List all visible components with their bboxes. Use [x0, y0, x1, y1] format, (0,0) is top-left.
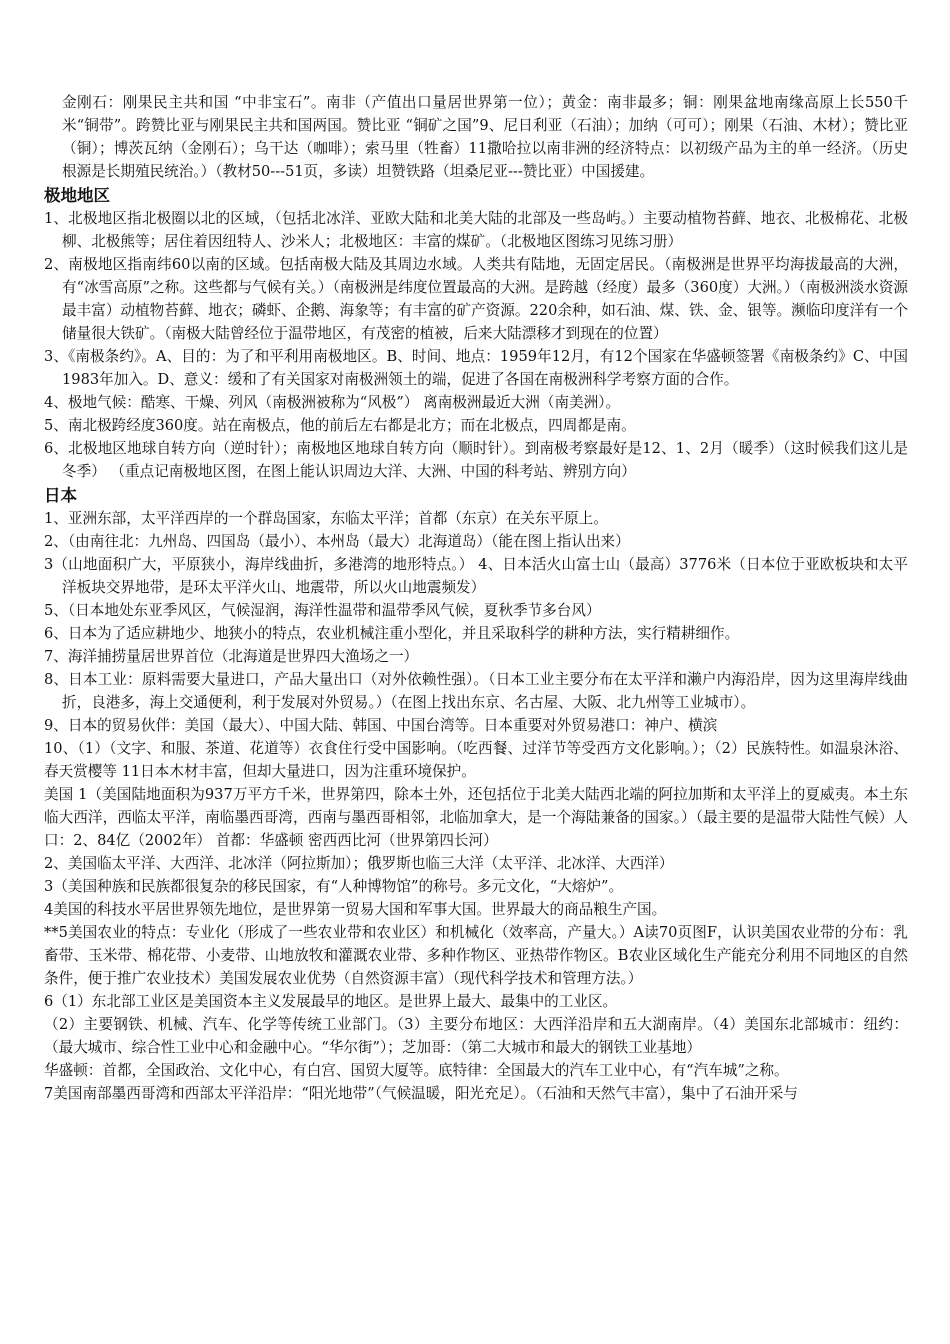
japan-culture-paragraph: 10、（1）（文字、和服、茶道、花道等）衣食住行受中国影响。（吃西餐、过洋节等受西方文化影响。）；（2）民族特性。如温泉沐浴、春天赏樱等 11日本木材丰富，但却大量进口，因为注重环境保护。	[44, 740, 908, 780]
polar-item-5: 5、南北极跨经度360度。站在南极点，他的前后左右都是北方；而在北极点，四周都是南。	[44, 417, 636, 434]
section-heading-japan: 日本	[44, 486, 77, 505]
document-body	[44, 91, 908, 1105]
usa-paragraph-7: （2）主要钢铁、机械、汽车、化学等传统工业部门。（3）主要分布地区：大西洋沿岸和五大湖南岸。（4）美国东北部城市：纽约：（最大城市、综合性工业中心和金融中心。“华尔街”）；芝加哥：（第二大城市和最大的钢铁工业基地）	[44, 1016, 908, 1056]
japan-item-6: 6、日本为了适应耕地少、地狭小的特点，农业机械注重小型化，并且采取科学的耕种方法，实行精耕细作。	[44, 625, 740, 642]
japan-item-7: 7、海洋捕捞量居世界首位（北海道是世界四大渔场之一）	[44, 648, 419, 665]
usa-paragraph-3: 3（美国种族和民族都很复杂的移民国家，有“人种博物馆”的称号。多元文化，“大熔炉”。	[44, 878, 624, 895]
usa-paragraph-9: 7美国南部墨西哥湾和西部太平洋沿岸：“阳光地带”（气候温暖，阳光充足）。（石油和天然气丰富），集中了石油开采与	[44, 1085, 798, 1102]
usa-paragraph-1: 美国 1（美国陆地面积为937万平方千米，世界第四，除本土外，还包括位于北美大陆西北端的阿拉加斯和太平洋上的夏威夷。本土东临大西洋，西临太平洋，南临墨西哥湾，西南与墨西哥相邻，北临加拿大，是一个海陆兼备的国家。）（最主要的是温带大陆性气候）人口：2、84亿（2002年） 首都：华盛顿 密西西比河（世界第四长河）	[44, 786, 908, 849]
polar-item-2: 2、南极地区指南纬60以南的区域。包括南极大陆及其周边水域。人类共有陆地，无固定居民。（南极洲是世界平均海拔最高的大洲，有“冰雪高原”之称。这些都与气候有关。）（南极洲是纬度位置最高的大洲。是跨越（经度）最多（360度）大洲。）（南极洲淡水资源最丰富）动植物苔藓、地衣；磷虾、企鹅、海象等；有丰富的矿产资源。220余种，如石油、煤、铁、金、银等。濒临印度洋有一个储量很大铁矿。（南极大陆曾经位于温带地区，有茂密的植被，后来大陆漂移才到现在的位置）	[44, 256, 908, 342]
polar-item-4: 4、极地气候：酷寒、干燥、列风（南极洲被称为“风极”） 离南极洲最近大洲（南美洲）。	[44, 394, 621, 411]
japan-item-5: 5、（日本地处东亚季风区，气候湿润，海洋性温带和温带季风气候，夏秋季节多台风）	[44, 602, 601, 619]
japan-item-9: 9、日本的贸易伙伴：美国（最大）、中国大陆、韩国、中国台湾等。日本重要对外贸易港口：神户、横滨	[44, 717, 718, 734]
usa-paragraph-8: 华盛顿：首都，全国政治、文化中心，有白宫、国贸大厦等。底特律：全国最大的汽车工业中心，有“汽车城”之称。	[44, 1062, 789, 1079]
polar-item-6: 6、北极地区地球自转方向（逆时针）；南极地区地球自转方向（顺时针）。到南极考察最好是12、1、2月（暖季）（这时候我们这儿是冬季） （重点记南极地区图，在图上能认识周边大洋、大洲、中国的科考站、辨别方向）	[44, 440, 908, 480]
section-heading-polar: 极地地区	[44, 186, 110, 205]
polar-item-1: 1、北极地区指北极圈以北的区域，（包括北冰洋、亚欧大陆和北美大陆的北部及一些岛屿。）主要动植物苔藓、地衣、北极棉花、北极柳、北极熊等；居住着因纽特人、沙米人；北极地区：丰富的煤矿。（北极地区图练习见练习册）	[44, 210, 908, 250]
japan-item-3: 3（山地面积广大，平原狭小，海岸线曲折，多港湾的地形特点。） 4、日本活火山富士山（最高）3776米（日本位于亚欧板块和太平洋板块交界地带，是环太平洋火山、地震带，所以火山地震频发）	[44, 556, 908, 596]
japan-item-2: 2、（由南往北：九州岛、四国岛（最小）、本州岛（最大）北海道岛）（能在图上指认出来）	[44, 533, 630, 550]
usa-paragraph-5: **5美国农业的特点：专业化（形成了一些农业带和农业区）和机械化（效率高，产量大。）A读70页图F，认识美国农业带的分布：乳畜带、玉米带、棉花带、小麦带、山地放牧和灌溉农业带、多种作物区、亚热带作物区。B农业区域化生产能充分利用不同地区的自然条件，便于推广农业技术）美国发展农业优势（自然资源丰富）（现代科学技术和管理方法。）	[44, 924, 908, 987]
usa-paragraph-6: 6（1）东北部工业区是美国资本主义发展最早的地区。是世界上最大、最集中的工业区。	[44, 993, 618, 1010]
japan-item-8: 8、日本工业：原料需要大量进口，产品大量出口（对外依赖性强）。（日本工业主要分布在太平洋和濑户内海沿岸，因为这里海岸线曲折，良港多，海上交通便利，利于发展对外贸易。）（在图上找出东京、名古屋、大阪、北九州等工业城市）。	[44, 671, 908, 711]
usa-paragraph-2: 2、美国临太平洋、大西洋、北冰洋（阿拉斯加）；俄罗斯也临三大洋（太平洋、北冰洋、大西洋）	[44, 855, 674, 872]
polar-item-3: 3、《南极条约》。A、目的：为了和平利用南极地区。B、时间、地点：1959年12月，有12个国家在华盛顿签署《南极条约》C、中国1983年加入。D、意义：缓和了有关国家对南极洲领土的端，促进了各国在南极洲科学考察方面的合作。	[44, 348, 908, 388]
usa-paragraph-4: 4美国的科技水平居世界领先地位，是世界第一贸易大国和军事大国。世界最大的商品粮生产国。	[44, 901, 667, 918]
intro-paragraph: 金刚石：刚果民主共和国 “中非宝石”。南非（产值出口量居世界第一位）；黄金：南非最多；铜：刚果盆地南缘高原上长550千米“铜带”。跨赞比亚与刚果民主共和国两国。赞比亚 “铜矿之国”9、尼日利亚（石油）；加纳（可可）；刚果（石油、木材）；赞比亚（铜）；博茨瓦纳（金刚石）；乌干达（咖啡）；索马里（牲畜）11撒哈拉以南非洲的经济特点：以初级产品为主的单一经济。（历史根源是长期殖民统治。）（教材50---51页，多读）坦赞铁路（坦桑尼亚---赞比亚）中国援建。	[62, 94, 908, 180]
japan-item-1: 1、亚洲东部，太平洋西岸的一个群岛国家，东临太平洋；首都（东京）在关东平原上。	[44, 510, 608, 527]
